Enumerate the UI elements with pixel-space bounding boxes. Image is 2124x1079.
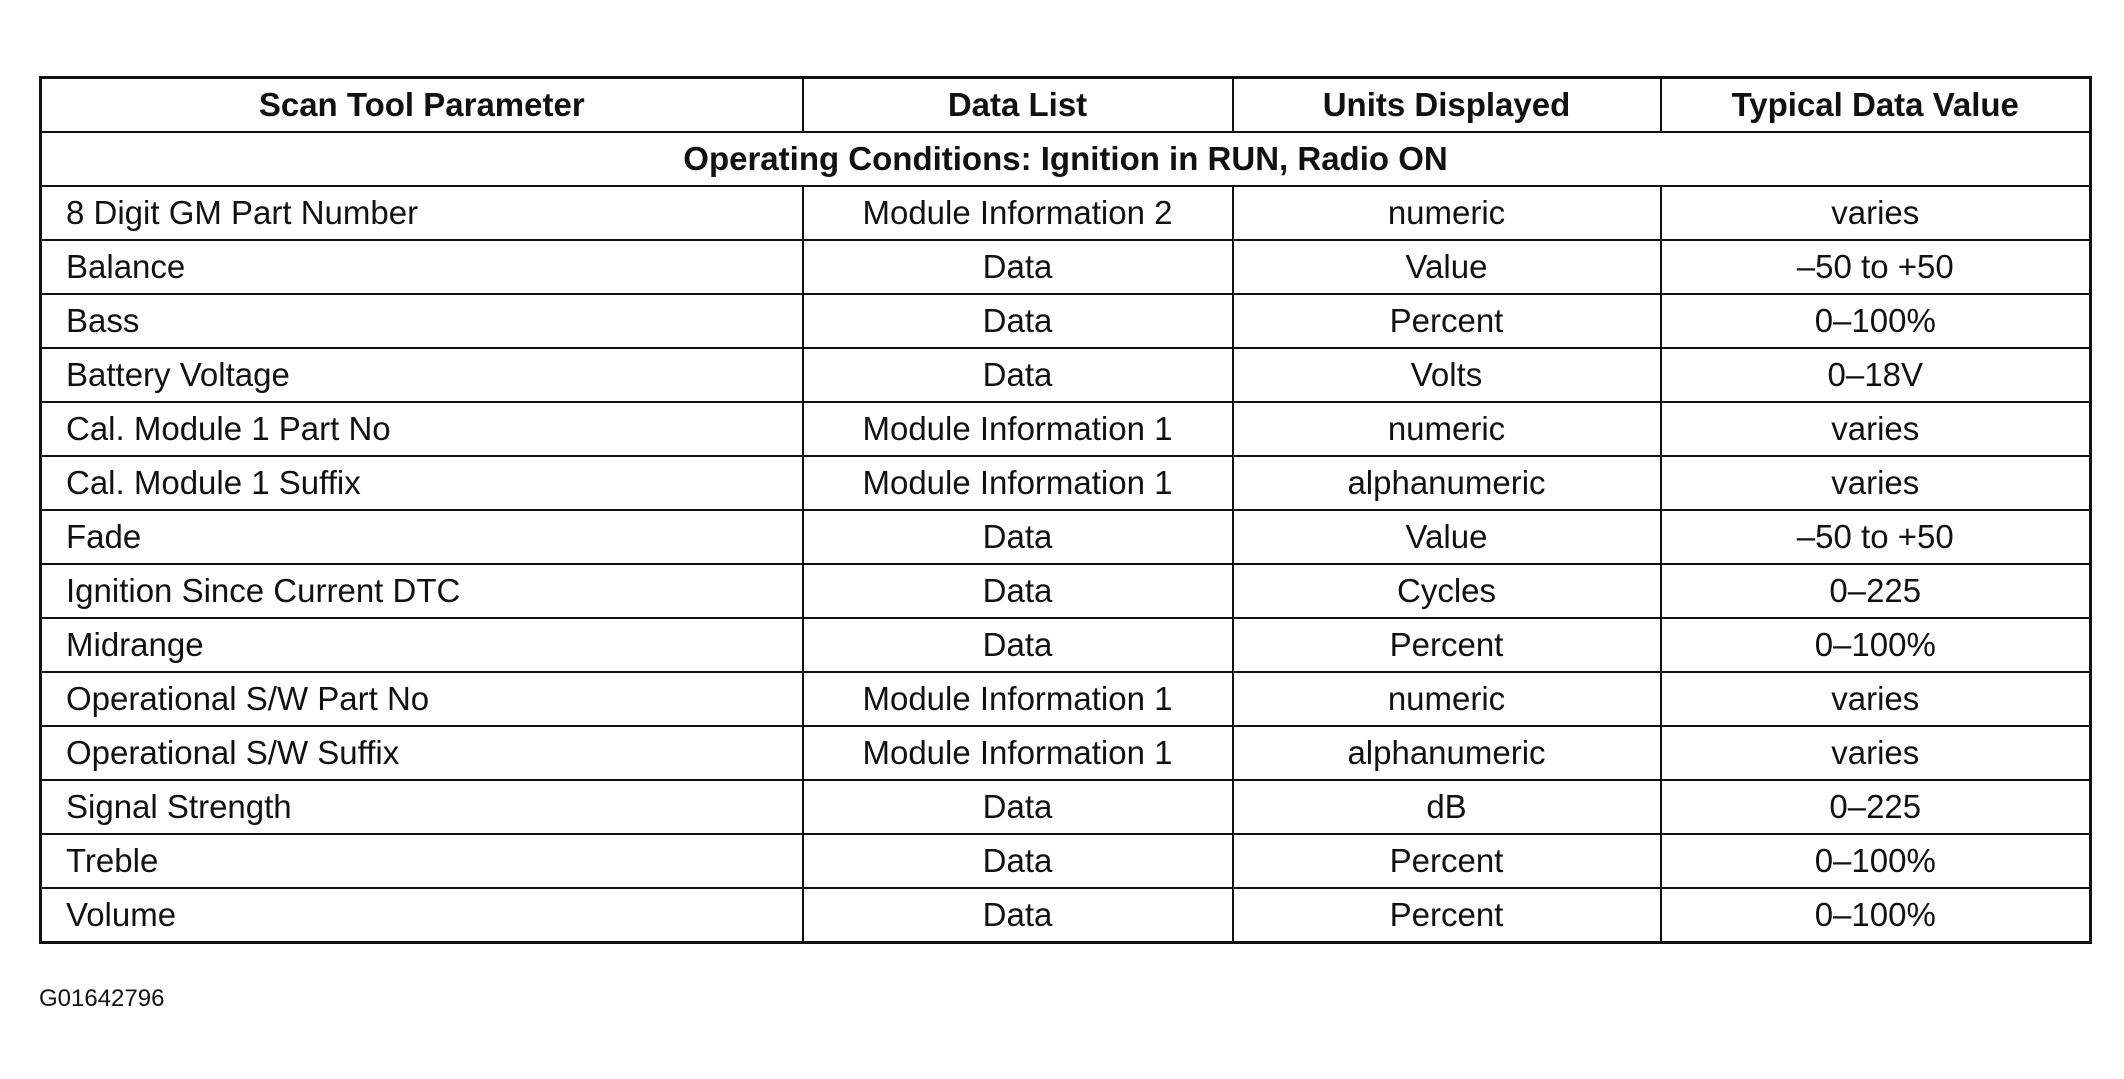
- units-cell: Percent: [1233, 888, 1661, 943]
- table-row: [41, 564, 2091, 618]
- parameter-cell: Treble: [41, 834, 803, 888]
- data-list-cell: Data: [803, 510, 1233, 564]
- units-cell: Percent: [1233, 294, 1661, 348]
- units-cell: Percent: [1233, 834, 1661, 888]
- units-cell: Value: [1233, 240, 1661, 294]
- typical-value-cell: –50 to +50: [1661, 510, 2091, 564]
- parameter-cell: Operational S/W Part No: [41, 672, 803, 726]
- units-cell: Percent: [1233, 618, 1661, 672]
- parameter-cell: Bass: [41, 294, 803, 348]
- data-list-cell: Module Information 2: [803, 186, 1233, 240]
- typical-value-cell: 0–100%: [1661, 834, 2091, 888]
- table-row: [41, 402, 2091, 456]
- units-cell: numeric: [1233, 402, 1661, 456]
- table-row: [41, 726, 2091, 780]
- data-list-cell: Data: [803, 240, 1233, 294]
- table-row: [41, 240, 2091, 294]
- scan-tool-data-table: [39, 76, 2089, 944]
- table-row: [41, 510, 2091, 564]
- typical-value-cell: varies: [1661, 726, 2091, 780]
- units-cell: dB: [1233, 780, 1661, 834]
- units-cell: Volts: [1233, 348, 1661, 402]
- parameter-cell: Ignition Since Current DTC: [41, 564, 803, 618]
- typical-value-cell: 0–18V: [1661, 348, 2091, 402]
- header-units-displayed: Units Displayed: [1233, 78, 1661, 133]
- table-row: [41, 294, 2091, 348]
- table-row: [41, 672, 2091, 726]
- operating-conditions-row: [41, 132, 2091, 186]
- table-row: [41, 618, 2091, 672]
- data-list-cell: Data: [803, 348, 1233, 402]
- parameter-cell: Signal Strength: [41, 780, 803, 834]
- units-cell: alphanumeric: [1233, 456, 1661, 510]
- table-row: [41, 456, 2091, 510]
- figure-id: G01642796: [39, 985, 165, 1012]
- units-cell: Cycles: [1233, 564, 1661, 618]
- units-cell: alphanumeric: [1233, 726, 1661, 780]
- typical-value-cell: 0–100%: [1661, 888, 2091, 943]
- table-row: [41, 834, 2091, 888]
- parameter-cell: 8 Digit GM Part Number: [41, 186, 803, 240]
- typical-value-cell: 0–225: [1661, 564, 2091, 618]
- data-list-cell: Data: [803, 618, 1233, 672]
- table-row: [41, 348, 2091, 402]
- header-data-list: Data List: [803, 78, 1233, 133]
- typical-value-cell: 0–100%: [1661, 294, 2091, 348]
- typical-value-cell: varies: [1661, 402, 2091, 456]
- typical-value-cell: varies: [1661, 186, 2091, 240]
- table-row: [41, 888, 2091, 943]
- typical-value-cell: 0–225: [1661, 780, 2091, 834]
- parameter-cell: Volume: [41, 888, 803, 943]
- header-scan-tool-parameter: Scan Tool Parameter: [41, 78, 803, 133]
- parameter-cell: Battery Voltage: [41, 348, 803, 402]
- units-cell: numeric: [1233, 672, 1661, 726]
- parameter-cell: Midrange: [41, 618, 803, 672]
- data-list-cell: Data: [803, 564, 1233, 618]
- units-cell: numeric: [1233, 186, 1661, 240]
- typical-value-cell: varies: [1661, 456, 2091, 510]
- parameter-cell: Cal. Module 1 Part No: [41, 402, 803, 456]
- data-table: [39, 76, 2092, 944]
- typical-value-cell: varies: [1661, 672, 2091, 726]
- operating-conditions: Operating Conditions: Ignition in RUN, Radio ON: [41, 132, 2091, 186]
- data-list-cell: Module Information 1: [803, 456, 1233, 510]
- data-list-cell: Data: [803, 780, 1233, 834]
- data-list-cell: Data: [803, 888, 1233, 943]
- parameter-cell: Cal. Module 1 Suffix: [41, 456, 803, 510]
- table-row: [41, 186, 2091, 240]
- typical-value-cell: 0–100%: [1661, 618, 2091, 672]
- table-row: [41, 780, 2091, 834]
- parameter-cell: Operational S/W Suffix: [41, 726, 803, 780]
- parameter-cell: Balance: [41, 240, 803, 294]
- parameter-cell: Fade: [41, 510, 803, 564]
- data-list-cell: Module Information 1: [803, 672, 1233, 726]
- units-cell: Value: [1233, 510, 1661, 564]
- data-list-cell: Data: [803, 834, 1233, 888]
- data-list-cell: Data: [803, 294, 1233, 348]
- header-row: [41, 78, 2091, 133]
- header-typical-data-value: Typical Data Value: [1661, 78, 2091, 133]
- data-list-cell: Module Information 1: [803, 726, 1233, 780]
- typical-value-cell: –50 to +50: [1661, 240, 2091, 294]
- data-list-cell: Module Information 1: [803, 402, 1233, 456]
